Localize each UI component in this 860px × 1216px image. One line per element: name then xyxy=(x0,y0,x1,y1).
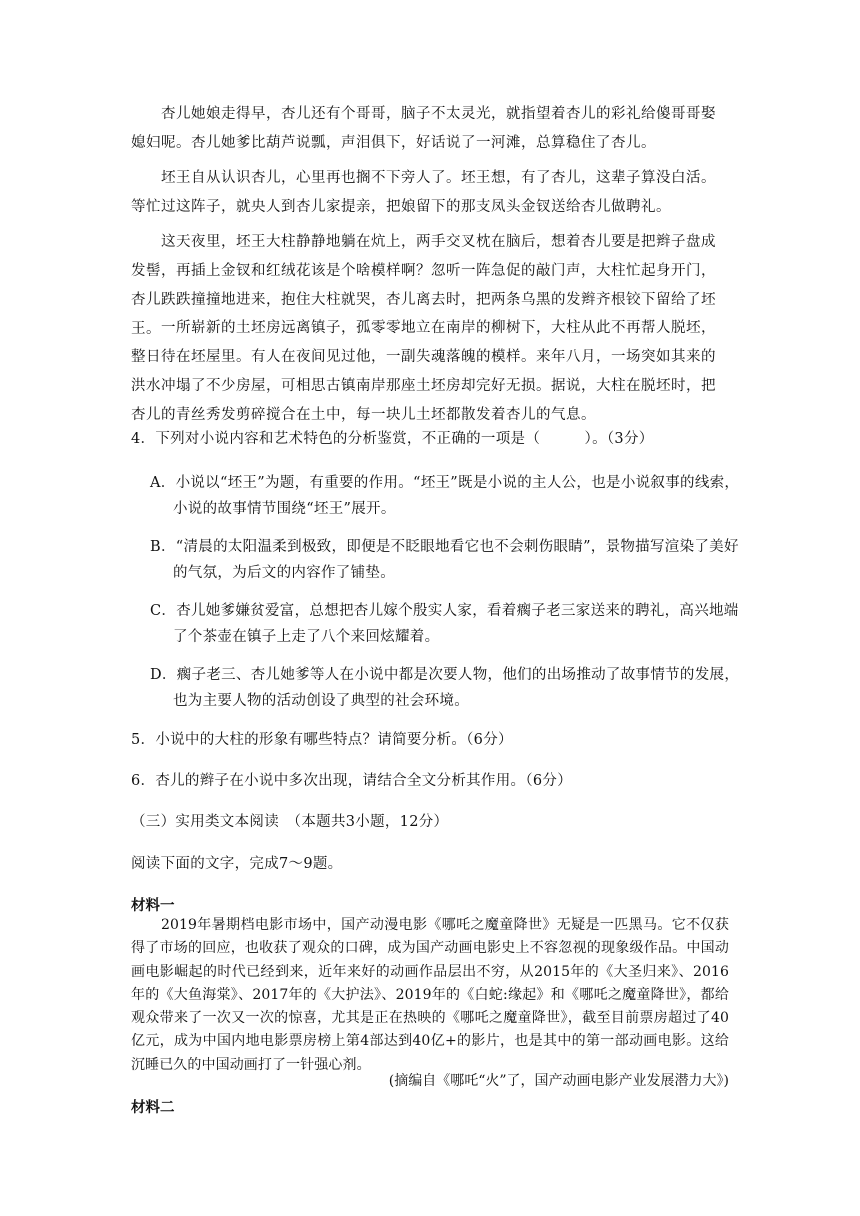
story-paragraph-1: 杏儿她娘走得早，杏儿还有个哥哥，脑子不太灵光，就指望着杏儿的彩礼给傻哥哥娶媳妇呢。杏儿她爹比葫芦说瓢，声泪俱下，好话说了一河滩，总算稳住了杏儿。 xyxy=(131,106,716,151)
material-2-heading: 材料二 xyxy=(131,1100,175,1116)
story-paragraph-2: 坯王自从认识杏儿，心里再也搁不下旁人了。坯王想，有了杏儿，这辈子算没白活。等忙过这阵子，就央人到杏儿家提亲，把娘留下的那支凤头金钗送给杏儿做聘礼。 xyxy=(131,170,716,215)
section-3-title: （三）实用类文本阅读 （本题共3小题，12分） xyxy=(131,814,449,830)
question-4-stem: 4．下列对小说内容和艺术特色的分析鉴赏，不正确的一项是（ ）。（3分） xyxy=(131,431,654,447)
material-1-source: (摘编自《哪吒“火”了，国产动画电影产业发展潜力大》) xyxy=(388,1073,729,1089)
question-4-option-a: A．小说以“坯王”为题，有重要的作用。“坯王”既是小说的主人公，也是小说叙事的线索，小说的故事情节围绕“坯王”展开。 xyxy=(150,475,740,517)
story-paragraph-4: 一所崭新的土坯房远离镇子，孤零零地立在南岸的柳树下，大柱从此不再帮人脱坯，整日待在坯屋里。有人在夜间见过他，一副失魂落魄的模样。来年八月，一场突如其来的洪水冲塌了不少房屋，可相思古镇南岸那座土坯房却完好无损。据说，大柱在脱坯时，把杏儿的青丝秀发剪碎搅合在土中，每一块儿土坯都散发着杏儿的气息。 xyxy=(131,320,716,423)
material-1-body: 2019年暑期档电影市场中，国产动漫电影《哪吒之魔童降世》无疑是一匹黑马。它不仅获得了市场的回应，也收获了观众的口碑，成为国产动画电影史上不容忽视的现象级作品。中国动画电影崛起的时代已经到来，近年来好的动画作品层出不穷，从2015年的《大圣归来》、2016年的《大鱼海棠》、2017年的《大护法》、2019年的《白蛇:缘起》和《哪吒之魔童降世》，都给观众带来了一次又一次的惊喜，尤其是正在热映的《哪吒之魔童降世》，截至目前票房超过了40亿元，成为中国内地电影票房榜上第4部达到40亿+的影片，也是其中的第一部动画电影。这给沉睡已久的中国动画打了一针强心剂。 xyxy=(131,917,729,1073)
question-6: 6．杏儿的辫子在小说中多次出现，请结合全文分析其作用。（6分） xyxy=(131,773,572,789)
story-paragraph-3: 这天夜里，坯王大柱静静地躺在炕上，两手交叉枕在脑后，想着杏儿要是把辫子盘成发髻，再插上金钗和红绒花该是个啥模样啊？忽听一阵急促的敲门声，大柱忙起身开门，杏儿跌跌撞撞地进来，抱住大柱就哭，杏儿离去时，把两条乌黑的发辫齐根铰下留给了坯王。 xyxy=(131,234,716,337)
section-3-instruction: 阅读下面的文字，完成7～9题。 xyxy=(131,856,343,872)
question-4-option-c: C．杏儿她爹嫌贫爱富，总想把杏儿嫁个殷实人家，看着瘸子老三家送来的聘礼，高兴地端了个茶壶在镇子上走了八个来回炫耀着。 xyxy=(150,603,739,645)
question-4-option-b: B．“清晨的太阳温柔到极致，即便是不眨眼地看它也不会刺伤眼睛”，景物描写渲染了美好的气氛，为后文的内容作了铺垫。 xyxy=(150,539,739,581)
question-4-option-d: D．瘸子老三、杏儿她爹等人在小说中都是次要人物，他们的出场推动了故事情节的发展，也为主要人物的活动创设了典型的社会环境。 xyxy=(150,667,740,709)
question-5: 5．小说中的大柱的形象有哪些特点？请简要分析。（6分） xyxy=(131,732,513,748)
material-1-heading: 材料一 xyxy=(131,898,175,914)
